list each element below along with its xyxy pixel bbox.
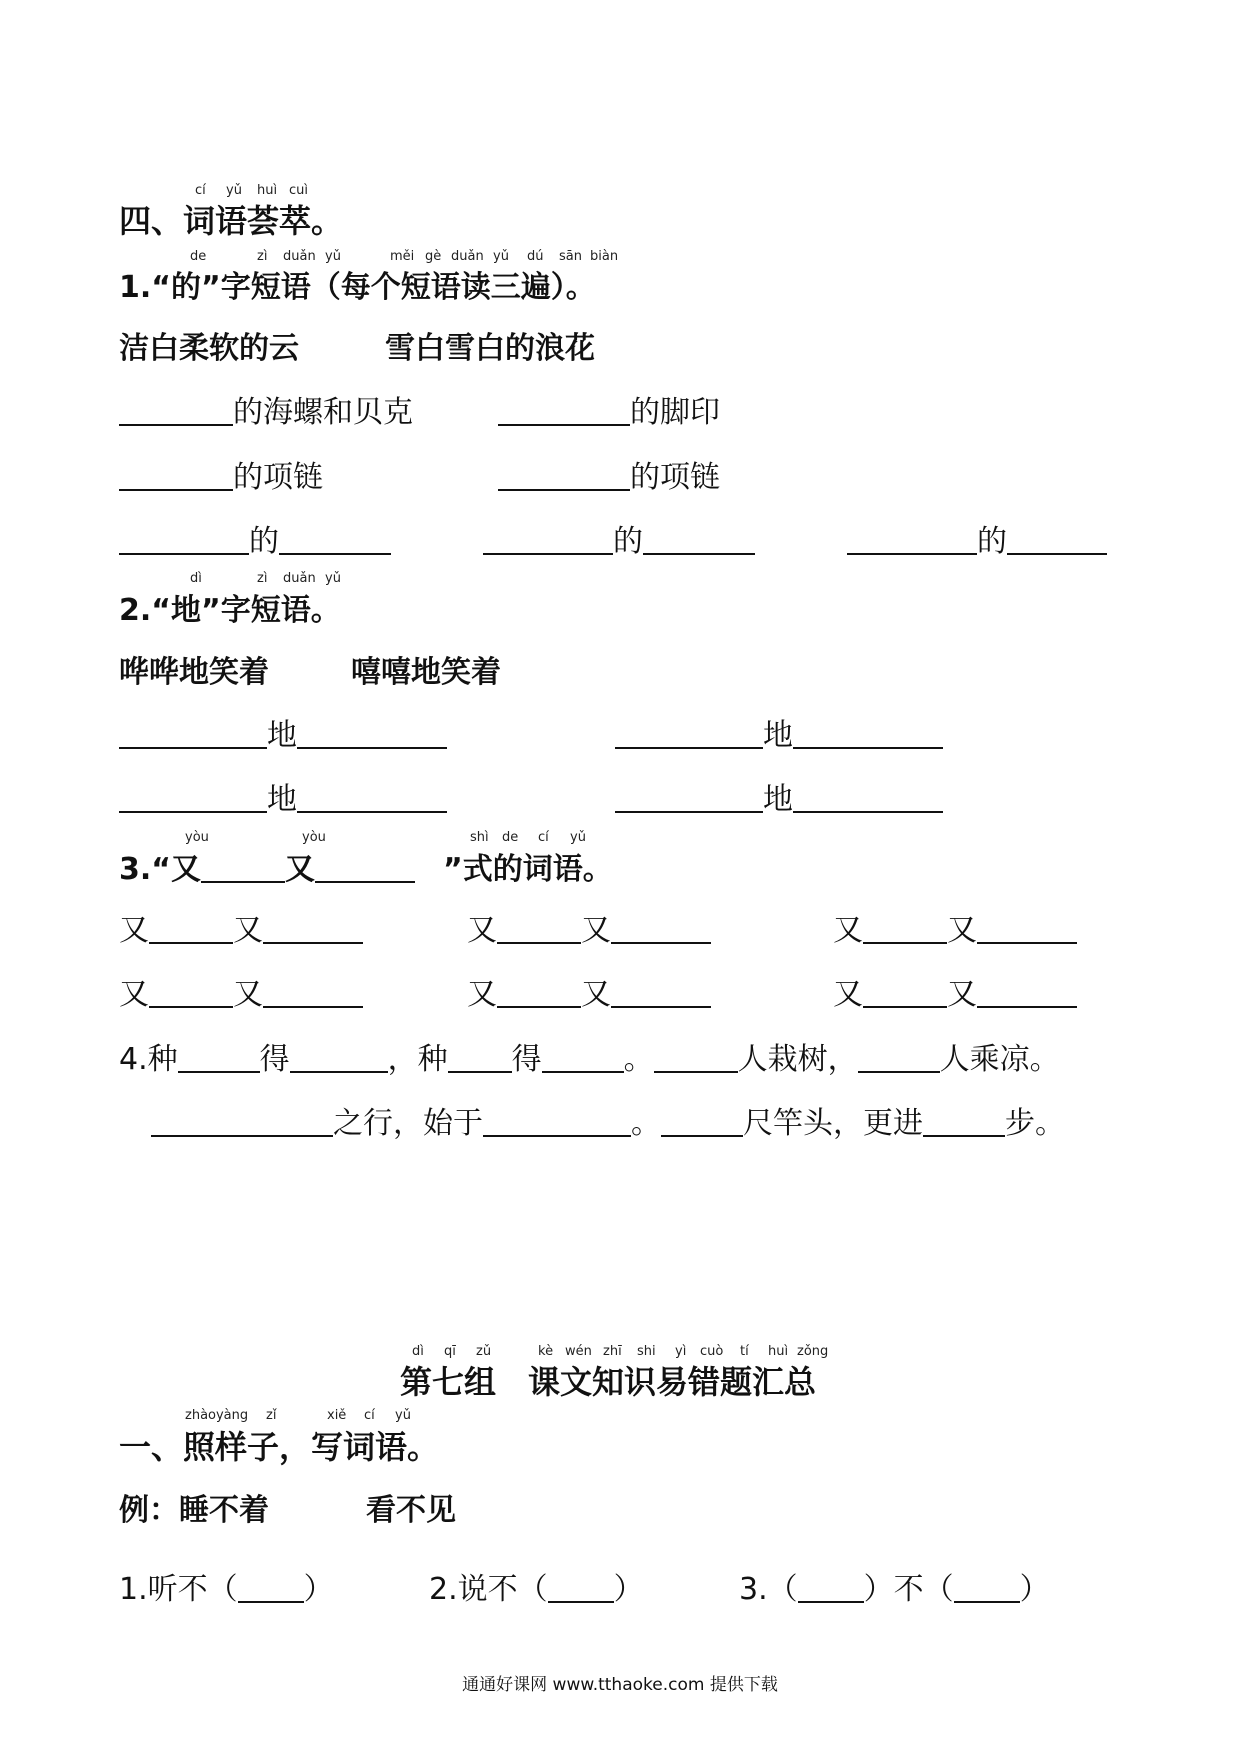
q4-text: 。	[623, 1042, 654, 1077]
section7-example-2: 看不见	[366, 1493, 456, 1528]
pinyin-wen: wén	[565, 1344, 592, 1359]
q4-text: 人栽树，	[737, 1042, 858, 1077]
pinyin-zu: zǔ	[476, 1344, 492, 1359]
blank-field[interactable]	[483, 523, 613, 555]
blank-field[interactable]	[1007, 523, 1107, 555]
pinyin-zong: zǒng	[797, 1344, 829, 1359]
blank-field[interactable]	[149, 912, 233, 944]
pinyin-yu: yǔ	[325, 249, 341, 264]
q3-you: 又	[581, 913, 611, 948]
pinyin-ge: gè	[425, 249, 442, 264]
pinyin-zhi: zhī	[603, 1344, 622, 1359]
blank-field[interactable]	[498, 394, 630, 426]
blank-field[interactable]	[863, 912, 947, 944]
q4-text: 得	[511, 1042, 542, 1077]
pinyin-zi: zì	[257, 249, 268, 264]
q3-label-prefix: 3.“又	[119, 852, 201, 887]
blank-field[interactable]	[497, 912, 581, 944]
blank-field[interactable]	[149, 976, 233, 1008]
blank-field[interactable]	[548, 1571, 614, 1603]
section4-title: 四、词语荟萃。	[119, 202, 344, 240]
pinyin-duan: duǎn	[283, 571, 316, 586]
pinyin-ci: cí	[364, 1408, 375, 1423]
blank-field[interactable]	[615, 717, 763, 749]
pinyin-zi: zǐ	[266, 1408, 277, 1423]
blank-field[interactable]	[498, 459, 630, 491]
blank-field[interactable]	[119, 394, 233, 426]
q2-di: 地	[763, 782, 793, 817]
pinyin-yu: yǔ	[570, 830, 586, 845]
q4-text: 得	[259, 1042, 290, 1077]
blank-field[interactable]	[290, 1041, 388, 1073]
blank-field[interactable]	[263, 976, 363, 1008]
q1-label: 1.“的”字短语（每个短语读三遍）。	[119, 270, 596, 305]
blank-field[interactable]	[615, 781, 763, 813]
blank-field[interactable]	[119, 459, 233, 491]
blank-field[interactable]	[279, 523, 391, 555]
pinyin-zhaoyang: zhàoyàng	[185, 1408, 249, 1423]
q1-row1-text-2: 的脚印	[630, 395, 720, 430]
blank-field[interactable]	[793, 717, 943, 749]
blank-field[interactable]	[448, 1041, 512, 1073]
q1-row3-de-3: 的	[977, 524, 1007, 559]
q2-label: 2.“地”字短语。	[119, 593, 341, 628]
q1-example-2: 雪白雪白的浪花	[385, 331, 595, 366]
pinyin-shi: shi	[637, 1344, 656, 1359]
q3-label-mid: 又	[285, 852, 315, 887]
blank-field[interactable]	[201, 851, 285, 883]
q2-di: 地	[267, 718, 297, 753]
section7-heading: 第七组 课文知识易错题汇总	[400, 1363, 817, 1401]
pinyin-yu: yǔ	[325, 571, 341, 586]
blank-field[interactable]	[611, 912, 711, 944]
pinyin-xie: xiě	[327, 1408, 347, 1423]
pinyin-mei: měi	[390, 249, 415, 264]
q4-text: 尺竿头，更进	[743, 1106, 923, 1141]
pinyin-bian: biàn	[590, 249, 619, 264]
q2-example-1: 哗哗地笑着	[119, 655, 269, 690]
pinyin-duan: duǎn	[283, 249, 316, 264]
pinyin-yi: yì	[675, 1344, 687, 1359]
q3-you: 又	[833, 977, 863, 1012]
q2-example-2: 嘻嘻地笑着	[351, 655, 501, 690]
blank-field[interactable]	[483, 1105, 631, 1137]
section7-example-label: 例：睡不着	[119, 1493, 269, 1528]
q4-text: 人乘凉。	[939, 1042, 1060, 1077]
q3-you: 又	[947, 977, 977, 1012]
blank-field[interactable]	[643, 523, 755, 555]
q3-you: 又	[581, 977, 611, 1012]
pinyin-cuo: cuò	[700, 1344, 724, 1359]
pinyin-ci: cí	[195, 183, 206, 198]
footer-text: 通通好课网 www.tthaoke.com 提供下载	[462, 1675, 778, 1695]
q3-you: 又	[833, 913, 863, 948]
pinyin-di: dì	[190, 571, 202, 586]
pinyin-hui: huì	[257, 183, 278, 198]
pinyin-san: sān	[559, 249, 582, 264]
blank-field[interactable]	[858, 1041, 940, 1073]
pinyin-you: yòu	[185, 830, 209, 845]
q4-text: 之行，始于	[333, 1106, 483, 1141]
q3-you: 又	[467, 913, 497, 948]
blank-field[interactable]	[297, 717, 447, 749]
q3-you: 又	[467, 977, 497, 1012]
item-text: ）	[1019, 1572, 1050, 1607]
pinyin-yu: yǔ	[395, 1408, 411, 1423]
pinyin-cui: cuì	[289, 183, 308, 198]
item-text: ）不（	[863, 1572, 954, 1607]
blank-field[interactable]	[954, 1571, 1020, 1603]
q4-text: 4.种	[119, 1042, 178, 1077]
pinyin-de: de	[190, 249, 207, 264]
blank-field[interactable]	[977, 976, 1077, 1008]
pinyin-ci: cí	[538, 830, 549, 845]
blank-field[interactable]	[977, 912, 1077, 944]
q1-row3-de-2: 的	[613, 524, 643, 559]
section7-q1-title: 一、照样子，写词语。	[119, 1428, 440, 1466]
q3-you: 又	[119, 913, 149, 948]
item-text: 2.说不（	[429, 1572, 548, 1607]
blank-field[interactable]	[119, 781, 267, 813]
pinyin-duan-2: duǎn	[451, 249, 484, 264]
blank-field[interactable]	[297, 781, 447, 813]
pinyin-shi: shì	[470, 830, 489, 845]
q4-text: ，种	[387, 1042, 448, 1077]
q3-label	[119, 844, 613, 888]
q2-di: 地	[267, 782, 297, 817]
pinyin-du: dú	[527, 249, 544, 264]
q3-you: 又	[119, 977, 149, 1012]
item-text: ）	[303, 1572, 334, 1607]
blank-field[interactable]	[661, 1105, 743, 1137]
q1-example-1: 洁白柔软的云	[119, 331, 299, 366]
item-text: ）	[613, 1572, 644, 1607]
blank-field[interactable]	[793, 781, 943, 813]
blank-field[interactable]	[611, 976, 711, 1008]
pinyin-yu: yǔ	[226, 183, 242, 198]
pinyin-di: dì	[412, 1344, 424, 1359]
q3-you: 又	[233, 913, 263, 948]
q1-row3-de-1: 的	[249, 524, 279, 559]
pinyin-de: de	[502, 830, 519, 845]
blank-field[interactable]	[542, 1041, 624, 1073]
q2-di: 地	[763, 718, 793, 753]
q4-text: 。	[631, 1106, 661, 1141]
blank-field[interactable]	[119, 523, 249, 555]
q1-row1-text-1: 的海螺和贝克	[233, 395, 413, 430]
q3-label-suffix: ”式的词语。	[443, 852, 613, 887]
q3-you: 又	[233, 977, 263, 1012]
blank-field[interactable]	[654, 1041, 738, 1073]
pinyin-yu-2: yǔ	[493, 249, 509, 264]
pinyin-ke: kè	[538, 1344, 554, 1359]
blank-field[interactable]	[315, 851, 415, 883]
q4-text: 步。	[1005, 1106, 1065, 1141]
blank-field[interactable]	[119, 717, 267, 749]
blank-field[interactable]	[923, 1105, 1005, 1137]
pinyin-zi: zì	[257, 571, 268, 586]
blank-field[interactable]	[238, 1571, 304, 1603]
blank-field[interactable]	[847, 523, 977, 555]
pinyin-ti: tí	[740, 1344, 749, 1359]
blank-field[interactable]	[263, 912, 363, 944]
q1-row2-text-2: 的项链	[630, 460, 720, 495]
blank-field[interactable]	[151, 1105, 333, 1137]
pinyin-you-2: yòu	[302, 830, 326, 845]
item-text: 1.听不（	[119, 1572, 238, 1607]
blank-field[interactable]	[863, 976, 947, 1008]
blank-field[interactable]	[497, 976, 581, 1008]
q3-you: 又	[947, 913, 977, 948]
blank-field[interactable]	[798, 1571, 864, 1603]
pinyin-hui: huì	[768, 1344, 789, 1359]
blank-field[interactable]	[178, 1041, 260, 1073]
q1-row2-text-1: 的项链	[233, 460, 323, 495]
pinyin-qi: qī	[444, 1344, 456, 1359]
item-text: 3.（	[739, 1572, 798, 1607]
